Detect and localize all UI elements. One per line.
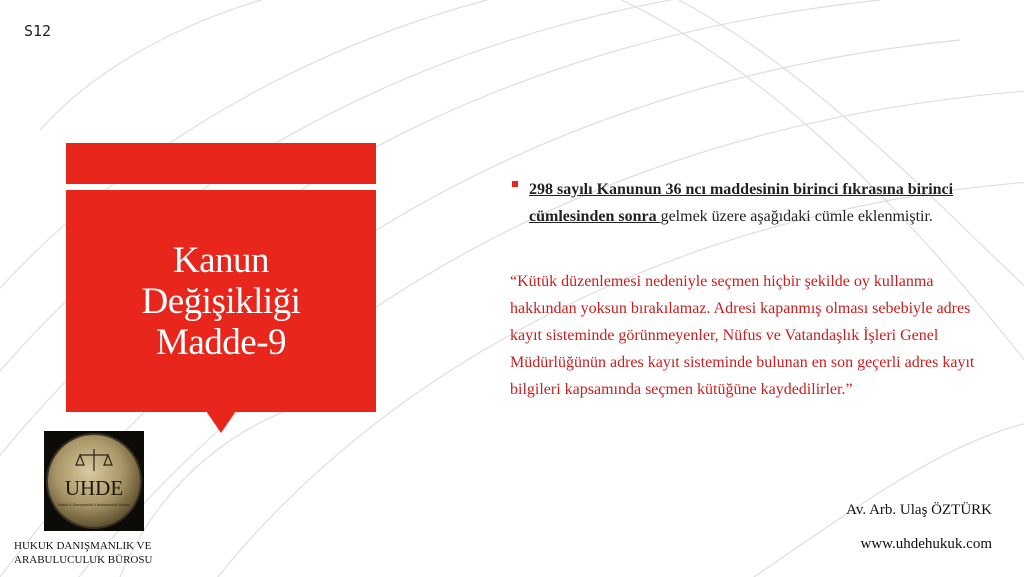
slide-title [142, 240, 301, 363]
title-line: Değişikliği [141, 280, 301, 322]
bullet-square-icon [512, 181, 518, 187]
title-line: Kanun [172, 239, 270, 281]
author-name: Av. Arb. Ulaş ÖZTÜRK [846, 502, 992, 518]
bullet-text-rest: gelmek üzere aşağıdaki cümle eklenmiştir. [660, 208, 933, 225]
svg-text:UHDE: UHDE [64, 476, 124, 500]
svg-text:Hukuk & Danışmanlık & Arabuluc: Hukuk & Danışmanlık & Arabuluculuk Bürosu [58, 503, 130, 507]
bullet-text [529, 176, 992, 230]
title-box-pointer [206, 411, 236, 433]
firm-name-line: ARABULUCULUK BÜROSU [14, 554, 153, 566]
bullet-text-emphasis: 298 sayılı Kanunun 36 ncı maddesinin birinci fıkrasına birinci cümlesinden sonra [529, 181, 954, 225]
uhde-logo [44, 431, 144, 531]
bullet-point [512, 176, 992, 230]
website-url: www.uhdehukuk.com [860, 536, 992, 552]
title-accent-bar [66, 143, 376, 184]
firm-name-line: HUKUK DANIŞMANLIK VE [14, 540, 152, 552]
slide-number: S12 [24, 22, 52, 40]
quoted-amendment-text: “Kütük düzenlemesi nedeniyle seçmen hiçbir şekilde oy kullanma hakkından yoksun bırakılamaz. Adresi kapanmış olması sebebiyle adres kayıt sisteminde görünmeyenler, Nüfus ve Vatandaşlık İşleri Genel Müdürlüğünün adres kayıt sisteminde bulunan en son geçerli adres kayıt bilgileri kapsamında seçmen kütüğüne kaydedilirler.” [510, 273, 975, 398]
firm-name [14, 539, 184, 567]
title-box [66, 190, 376, 412]
title-line: Madde-9 [155, 321, 287, 363]
